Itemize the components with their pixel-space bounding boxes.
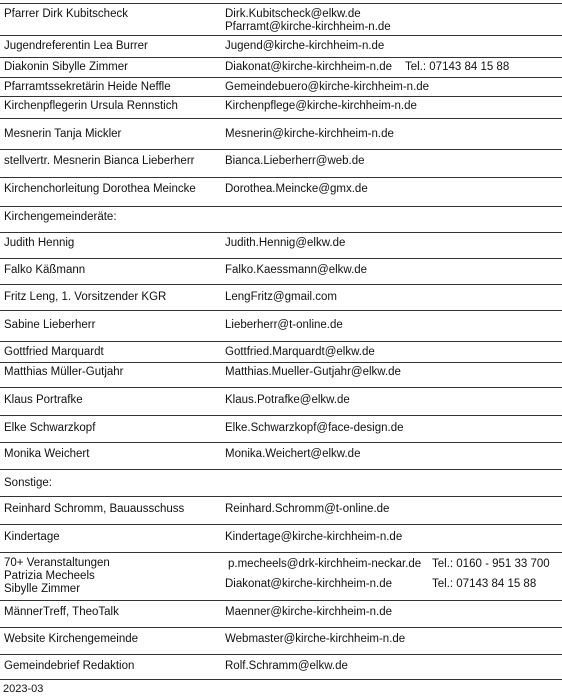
table-row (0, 58, 562, 78)
contact-email[interactable]: Dirk.Kubitscheck@elkw.de (225, 8, 361, 20)
contact-email[interactable]: Rolf.Schramm@elkw.de (225, 660, 348, 672)
contact-name: Pfarrer Dirk Kubitscheck (4, 8, 128, 20)
contact-email[interactable]: Lieberherr@t-online.de (225, 319, 343, 331)
contact-email[interactable]: Jugend@kirche-kirchheim-n.de (225, 40, 385, 52)
contact-name: Website Kirchengemeinde (4, 633, 139, 645)
table-row (0, 443, 562, 470)
table-row (0, 363, 562, 388)
contact-name: Diakonin Sibylle Zimmer (4, 61, 128, 73)
contact-email[interactable]: Bianca.Lieberherr@web.de (225, 155, 365, 167)
section-heading-row (0, 207, 562, 233)
contact-email-secondary[interactable]: Pfarramt@kirche-kirchheim-n.de (225, 21, 391, 33)
table-row (0, 342, 562, 363)
contact-name: Monika Weichert (4, 448, 90, 460)
contact-name: Mesnerin Tanja Mickler (4, 128, 122, 140)
contact-name: 70+ Veranstaltungen (4, 557, 110, 569)
contact-email[interactable]: Kirchenpflege@kirche-kirchheim-n.de (225, 100, 417, 112)
contact-name: MännerTreff, TheoTalk (4, 606, 119, 618)
contact-email[interactable]: Judith.Hennig@elkw.de (225, 237, 346, 249)
table-row (0, 3, 562, 36)
contact-name: Pfarramtssekretärin Heide Neffle (4, 81, 171, 93)
table-row (0, 178, 562, 207)
contact-email-secondary[interactable]: Diakonat@kirche-kirchheim-n.de (225, 578, 392, 590)
contact-name: Kindertage (4, 531, 60, 543)
contact-email[interactable]: Mesnerin@kirche-kirchheim-n.de (225, 128, 394, 140)
contact-name-line3: Sibylle Zimmer (4, 583, 81, 595)
contact-phone-secondary: Tel.: 07143 84 15 88 (432, 578, 537, 590)
table-row (0, 655, 562, 680)
table-row (0, 78, 562, 97)
contact-email[interactable]: Gottfried.Marquardt@elkw.de (225, 346, 375, 358)
contact-name: Elke Schwarzkopf (4, 422, 96, 434)
contact-email[interactable]: Kindertage@kirche-kirchheim-n.de (225, 531, 403, 543)
table-row (0, 525, 562, 553)
contact-name: Jugendreferentin Lea Burrer (4, 40, 148, 52)
contact-name: Gemeindebrief Redaktion (4, 660, 135, 672)
table-row (0, 553, 562, 601)
contact-name: Kirchenpflegerin Ursula Rennstich (4, 100, 178, 112)
table-row (0, 119, 562, 150)
contact-email[interactable]: p.mecheels@drk-kirchheim-neckar.de (228, 558, 422, 570)
table-row (0, 311, 562, 342)
contact-email[interactable]: Monika.Weichert@elkw.de (225, 448, 361, 460)
contact-name: Kirchenchorleitung Dorothea Meincke (4, 183, 196, 195)
contact-name-line2: Patrizia Mecheels (4, 570, 95, 582)
contact-email[interactable]: Klaus.Potrafke@elkw.de (225, 394, 350, 406)
contact-email[interactable]: LengFritz@gmail.com (225, 291, 338, 303)
table-row (0, 416, 562, 443)
contact-phone: Tel.: 0160 - 951 33 700 (432, 558, 550, 570)
date-footer: 2023-03 (3, 683, 44, 695)
contact-email[interactable]: Falko.Kaessmann@elkw.de (225, 264, 368, 276)
contact-email[interactable]: Reinhard.Schromm@t-online.de (225, 503, 390, 515)
section-heading: Kirchengemeinderäte: (4, 211, 117, 223)
contact-name: stellvertr. Mesnerin Bianca Lieberherr (4, 155, 195, 167)
contact-email[interactable]: Matthias.Mueller-Gutjahr@elkw.de (225, 366, 401, 378)
table-row (0, 259, 562, 285)
contact-phone: Tel.: 07143 84 15 88 (405, 61, 510, 73)
contact-email[interactable]: Elke.Schwarzkopf@face-design.de (225, 422, 404, 434)
contact-email[interactable]: Diakonat@kirche-kirchheim-n.de (225, 61, 392, 73)
contact-email[interactable]: Gemeindebuero@kirche-kirchheim-n.de (225, 81, 430, 93)
table-row (0, 601, 562, 628)
contact-name: Fritz Leng, 1. Vorsitzender KGR (4, 291, 167, 303)
contact-name: Judith Hennig (4, 237, 75, 249)
table-row (0, 628, 562, 655)
table-row (0, 150, 562, 178)
contact-email[interactable]: Webmaster@kirche-kirchheim-n.de (225, 633, 406, 645)
table-row (0, 285, 562, 311)
table-row (0, 36, 562, 58)
contact-email[interactable]: Dorothea.Meincke@gmx.de (225, 183, 368, 195)
contact-name: Klaus Portrafke (4, 394, 83, 406)
section-heading-row (0, 470, 562, 497)
contact-name: Sabine Lieberherr (4, 319, 96, 331)
section-heading: Sonstige: (4, 477, 52, 489)
table-row (0, 388, 562, 416)
contact-name: Gottfried Marquardt (4, 346, 104, 358)
table-row (0, 97, 562, 119)
table-row (0, 233, 562, 259)
contact-name: Reinhard Schromm, Bauausschuss (4, 503, 185, 515)
contact-name: Falko Käßmann (4, 264, 86, 276)
table-row (0, 497, 562, 525)
contact-name: Matthias Müller-Gutjahr (4, 366, 124, 378)
contact-email[interactable]: Maenner@kirche-kirchheim-n.de (225, 606, 392, 618)
